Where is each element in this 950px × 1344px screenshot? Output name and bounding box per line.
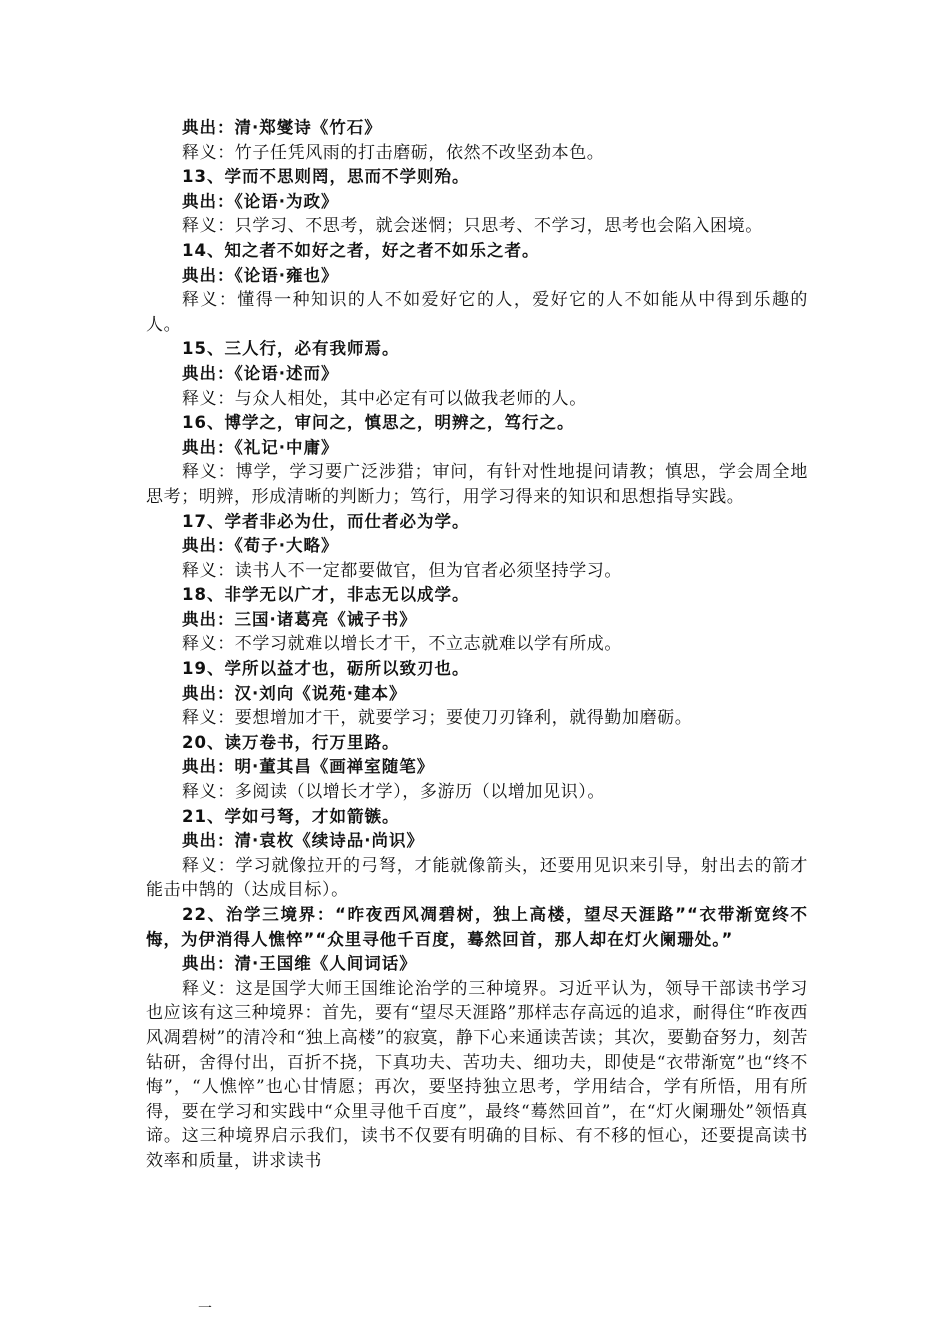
entry-source: 典出：三国·诸葛亮《诫子书》 [182, 609, 417, 629]
entry-title: 20、读万卷书，行万里路。 [182, 732, 400, 752]
entry-source: 典出：《礼记·中庸》 [182, 437, 339, 457]
entry-meaning: 释义：要想增加才干，就要学习；要使刀刃锋利，就得勤加磨砺。 [182, 708, 693, 729]
entry-meaning: 释义：读书人不一定都要做官，但为官者必须坚持学习。 [182, 560, 622, 581]
entry-meaning: 释义：与众人相处，其中必定有可以做我老师的人。 [182, 388, 587, 409]
entry-meaning: 释义：博学，学习要广泛涉猎；审问，有针对性地提问请教；慎思，学会周全地思考；明辨，形成清晰的判断力；笃行，用学习得来的知识和思想指导实践。 [146, 462, 808, 507]
entry-source: 典出：《论语·为政》 [182, 191, 339, 211]
entry-source: 典出：清·袁枚《续诗品·尚识》 [182, 831, 425, 851]
footer-mark: 一 [198, 1301, 212, 1317]
entry-source: 典出：《论语·雍也》 [182, 265, 339, 285]
entry-source: 典出：《荀子·大略》 [182, 536, 339, 556]
entry-title: 15、三人行，必有我师焉。 [182, 339, 400, 359]
entry-meaning: 释义：只学习、不思考，就会迷惘；只思考、不学习，思考也会陷入困境。 [182, 216, 763, 237]
entry-title: 18、非学无以广才，非志无以成学。 [182, 585, 470, 605]
entry-title: 16、博学之，审问之，慎思之，明辨之，笃行之。 [182, 413, 575, 433]
entry-meaning: 释义：学习就像拉开的弓弩，才能就像箭头，还要用见识来引导，射出去的箭才能击中鹄的（达成目标）。 [146, 855, 808, 901]
entry-title: 21、学如弓弩，才如箭镞。 [182, 806, 400, 826]
entry-source: 典出：清·王国维《人间词话》 [182, 954, 417, 974]
document-body [146, 116, 808, 1174]
entry-title: 13、学而不思则罔，思而不学则殆。 [182, 167, 470, 187]
entry-meaning: 释义：不学习就难以增长才干，不立志就难以学有所成。 [182, 634, 622, 655]
entry-title: 17、学者非必为仕，而仕者必为学。 [182, 511, 470, 531]
entry-meaning: 释义：多阅读（以增长才学），多游历（以增加见识）。 [182, 782, 605, 803]
entry-meaning: 释义：这是国学大师王国维论治学的三种境界。习近平认为，领导干部读书学习也应该有这三种境界：首先，要有“望尽天涯路”那样志存高远的追求，耐得住“昨夜西风凋碧树”的清冷和“独上高楼”的寂寞，静下心来通读苦读；其次，要勤奋努力，刻苦钻研，舍得付出，百折不挠，下真功夫、苦功夫、细功夫，即使是“衣带渐宽”也“终不悔”，“人憔悴”也心甘情愿；再次，要坚持独立思考，学用结合，学有所悟，用有所得，要在学习和实践中“众里寻他千百度”，最终“蓦然回首”，在“灯火阑珊处”领悟真谛。这三种境界启示我们，读书不仅要有明确的目标、有不移的恒心，还要提高读书效率和质量，讲求读书 [146, 978, 808, 1171]
entry-title: 19、学所以益才也，砺所以致刃也。 [182, 659, 470, 679]
entry-meaning: 释义：懂得一种知识的人不如爱好它的人，爱好它的人不如能从中得到乐趣的人。 [146, 290, 808, 335]
entry-meaning: 释义：竹子任凭风雨的打击磨砺，依然不改坚劲本色。 [182, 142, 605, 163]
entry-source: 典出：清·郑燮诗《竹石》 [182, 118, 382, 137]
entry-title: 22、治学三境界：“昨夜西风凋碧树，独上高楼，望尽天涯路”“衣带渐宽终不悔，为伊消得人憔悴”“众里寻他千百度，蓦然回首，那人却在灯火阑珊处。” [146, 905, 808, 949]
entry-title: 14、知之者不如好之者，好之者不如乐之者。 [182, 240, 540, 260]
entry-source: 典出：汉·刘向《说苑·建本》 [182, 683, 407, 703]
entry-source: 典出：明·董其昌《画禅室随笔》 [182, 757, 435, 777]
entry-source: 典出：《论语·述而》 [182, 363, 339, 383]
